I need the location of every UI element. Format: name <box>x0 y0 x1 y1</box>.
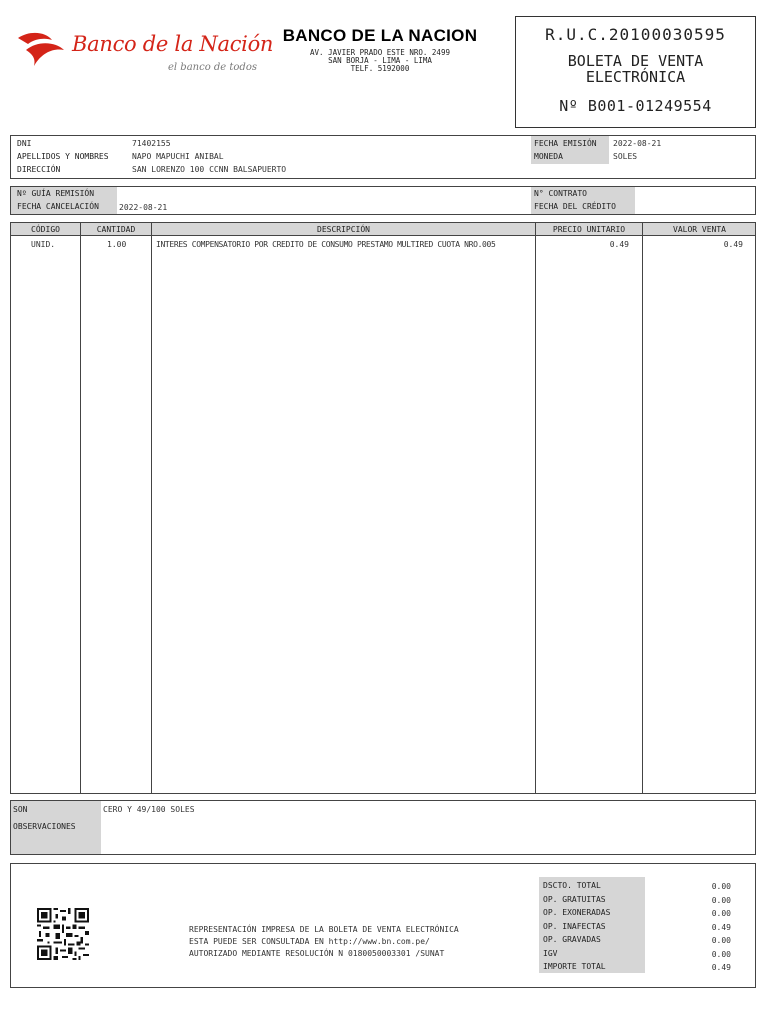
dni-label: DNI <box>17 139 32 148</box>
totals-values <box>712 880 731 975</box>
column-header-quantity: CANTIDAD <box>96 225 136 234</box>
contract-label: N° CONTRATO <box>534 189 587 198</box>
column-header-code: CÓDIGO <box>31 225 60 234</box>
amount-in-words-box <box>10 800 756 855</box>
qr-code-icon <box>37 908 89 960</box>
column-divider <box>642 223 643 793</box>
name-value: NAPO MAPUCHI ANIBAL <box>132 152 224 161</box>
cancel-date-value: 2022-08-21 <box>119 203 168 212</box>
bank-logo <box>16 26 274 86</box>
total-value-taxed: 0.00 <box>711 936 731 945</box>
column-header-description: DESCRIPCIÓN <box>317 225 370 234</box>
total-label-taxed: OP. GRAVADAS <box>543 935 601 944</box>
total-value-grand-total: 0.49 <box>711 963 731 972</box>
logo-text: Banco de la Nación <box>72 32 274 56</box>
item-unit-price: 0.49 <box>609 240 629 249</box>
item-quantity: 1.00 <box>107 240 127 249</box>
address-label: DIRECCIÓN <box>17 165 61 174</box>
bank-name: BANCO DE LA NACION <box>282 26 478 45</box>
logo-slogan: el banco de todos <box>168 62 257 73</box>
column-header-unit-price: PRECIO UNITARIO <box>552 225 626 234</box>
observations-label: OBSERVACIONES <box>13 822 76 831</box>
column-header-sale-value: VALOR VENTA <box>673 225 726 234</box>
legal-notice: REPRESENTACIÓN IMPRESA DE LA BOLETA DE VENTA ELECTRÓNICA ESTA PUEDE SER CONSULTADA EN http://www.bn.com.pe/ AUTORIZADO MEDIANTE RESOLUCIÓN N 0180050003301 /SUNAT <box>189 925 459 958</box>
document-number: Nº B001-01249554 <box>559 97 712 115</box>
guide-label: Nº GUÍA REMISIÓN <box>17 189 95 198</box>
column-divider <box>535 223 536 793</box>
ruc-box <box>515 16 756 128</box>
total-value-unaffected: 0.49 <box>711 922 731 932</box>
total-value-discount: 0.00 <box>711 882 731 891</box>
currency-label: MONEDA <box>534 152 563 161</box>
name-label: APELLIDOS Y NOMBRES <box>17 152 109 161</box>
ruc-number: R.U.C.20100030595 <box>545 25 726 44</box>
credit-date-label: FECHA DEL CRÉDITO <box>534 202 616 211</box>
customer-box <box>10 135 756 179</box>
issue-date-value: 2022-08-21 <box>613 139 662 148</box>
total-label-exempt: OP. EXONERADAS <box>543 908 611 917</box>
total-value-exempt: 0.00 <box>711 909 731 918</box>
item-code: UNID. <box>31 240 56 249</box>
dni-value: 71402155 <box>132 139 171 148</box>
footer-box <box>10 863 756 988</box>
cancel-date-label: FECHA CANCELACIÓN <box>17 202 99 211</box>
logo-swoosh-icon <box>16 28 68 76</box>
son-value: CERO Y 49/100 SOLES <box>103 805 195 814</box>
items-table <box>10 222 756 794</box>
total-value-igv: 0.00 <box>711 949 731 959</box>
address-value: SAN LORENZO 100 CCNN BALSAPUERTO <box>132 165 287 174</box>
total-label-igv: IGV <box>543 948 558 958</box>
totals-labels <box>539 877 645 973</box>
item-description: INTERES COMPENSATORIO POR CREDITO DE CONSUMO PRESTAMO MULTIRED CUOTA NRO.005 <box>156 240 496 249</box>
column-divider <box>80 223 81 793</box>
document-type: BOLETA DE VENTA ELECTRÓNICA <box>567 52 704 86</box>
bank-address: AV. JAVIER PRADO ESTE NRO. 2499 SAN BORJA - LIMA - LIMA TELF. 5192000 <box>310 48 450 73</box>
currency-value: SOLES <box>613 152 638 161</box>
total-value-free: 0.00 <box>711 895 731 905</box>
total-label-discount: DSCTO. TOTAL <box>543 881 601 890</box>
issue-date-label: FECHA EMISIÓN <box>534 139 597 148</box>
total-label-unaffected: OP. INAFECTAS <box>543 921 606 931</box>
total-label-grand-total: IMPORTE TOTAL <box>543 962 606 971</box>
total-label-free: OP. GRATUITAS <box>543 894 606 904</box>
column-divider <box>151 223 152 793</box>
reference-box <box>10 186 756 215</box>
son-label: SON <box>13 805 28 814</box>
item-sale-value: 0.49 <box>723 240 743 249</box>
